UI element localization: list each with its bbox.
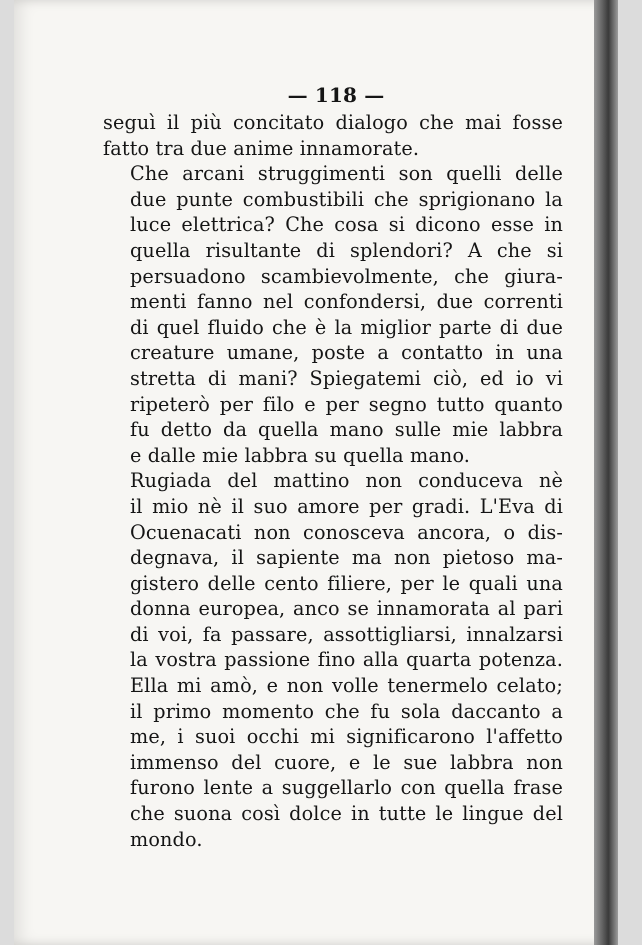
- paragraph: [103, 468, 563, 852]
- text-line: quella risultante di splendori? A che si: [130, 238, 563, 262]
- book-page: [14, 0, 618, 945]
- text-line: il mio nè il suo amore per gradi. L'Eva di: [130, 494, 563, 518]
- text-line: furono lente a suggellarlo con quella frase: [130, 776, 563, 800]
- paragraph: [103, 161, 563, 468]
- text-line: luce elettrica? Che cosa si dicono esse in: [130, 213, 563, 237]
- text-line: ripeterò per filo e per segno tutto quanto: [130, 392, 563, 416]
- paragraph: [103, 110, 563, 161]
- book-gutter: [594, 0, 618, 945]
- page-text: [103, 80, 563, 852]
- text-line: menti fanno nel confondersi, due correnti: [130, 290, 563, 314]
- paragraph-container: [103, 110, 563, 852]
- text-line: la vostra passione fino alla quarta potenza.: [130, 648, 563, 672]
- text-line: gistero delle cento filiere, per le quali una: [130, 571, 563, 595]
- text-line: degnava, il sapiente ma non pietoso ma-: [130, 546, 563, 570]
- text-line: seguì il più concitato dialogo che mai fosse: [103, 111, 563, 134]
- text-line: e dalle mie labbra su quella mano.: [130, 443, 471, 467]
- text-line: il primo momento che fu sola daccanto a: [130, 699, 563, 723]
- text-line: che suona così dolce in tutte le lingue del: [130, 802, 563, 826]
- text-line: fu detto da quella mano sulle mie labbra: [130, 418, 563, 442]
- page-number: — 118 —: [287, 83, 385, 107]
- text-line: donna europea, anco se innamorata al pari: [130, 597, 563, 621]
- text-line: Ella mi amò, e non volle tenermelo celato;: [130, 674, 563, 698]
- text-line: Rugiada del mattino non conduceva nè: [130, 469, 563, 493]
- text-line: Che arcani struggimenti son quelli delle: [130, 162, 563, 186]
- text-line: due punte combustibili che sprigionano la: [130, 187, 563, 211]
- text-line: immenso del cuore, e le sue labbra non: [130, 750, 563, 774]
- text-line: creature umane, poste a contatto in una: [130, 341, 563, 365]
- text-line: mondo.: [130, 827, 203, 851]
- text-line: fatto tra due anime innamorate.: [103, 136, 420, 160]
- text-line: Ocuenacati non conosceva ancora, o dis-: [130, 520, 563, 544]
- text-line: di quel fluido che è la miglior parte di due: [130, 315, 563, 339]
- text-line: stretta di mani? Spiegatemi ciò, ed io vi: [130, 366, 563, 390]
- text-line: di voi, fa passare, assottigliarsi, innalzarsi: [130, 622, 563, 646]
- text-line: me, i suoi occhi mi significarono l'affetto: [130, 725, 563, 749]
- text-line: persuadono scambievolmente, che giura-: [130, 264, 563, 288]
